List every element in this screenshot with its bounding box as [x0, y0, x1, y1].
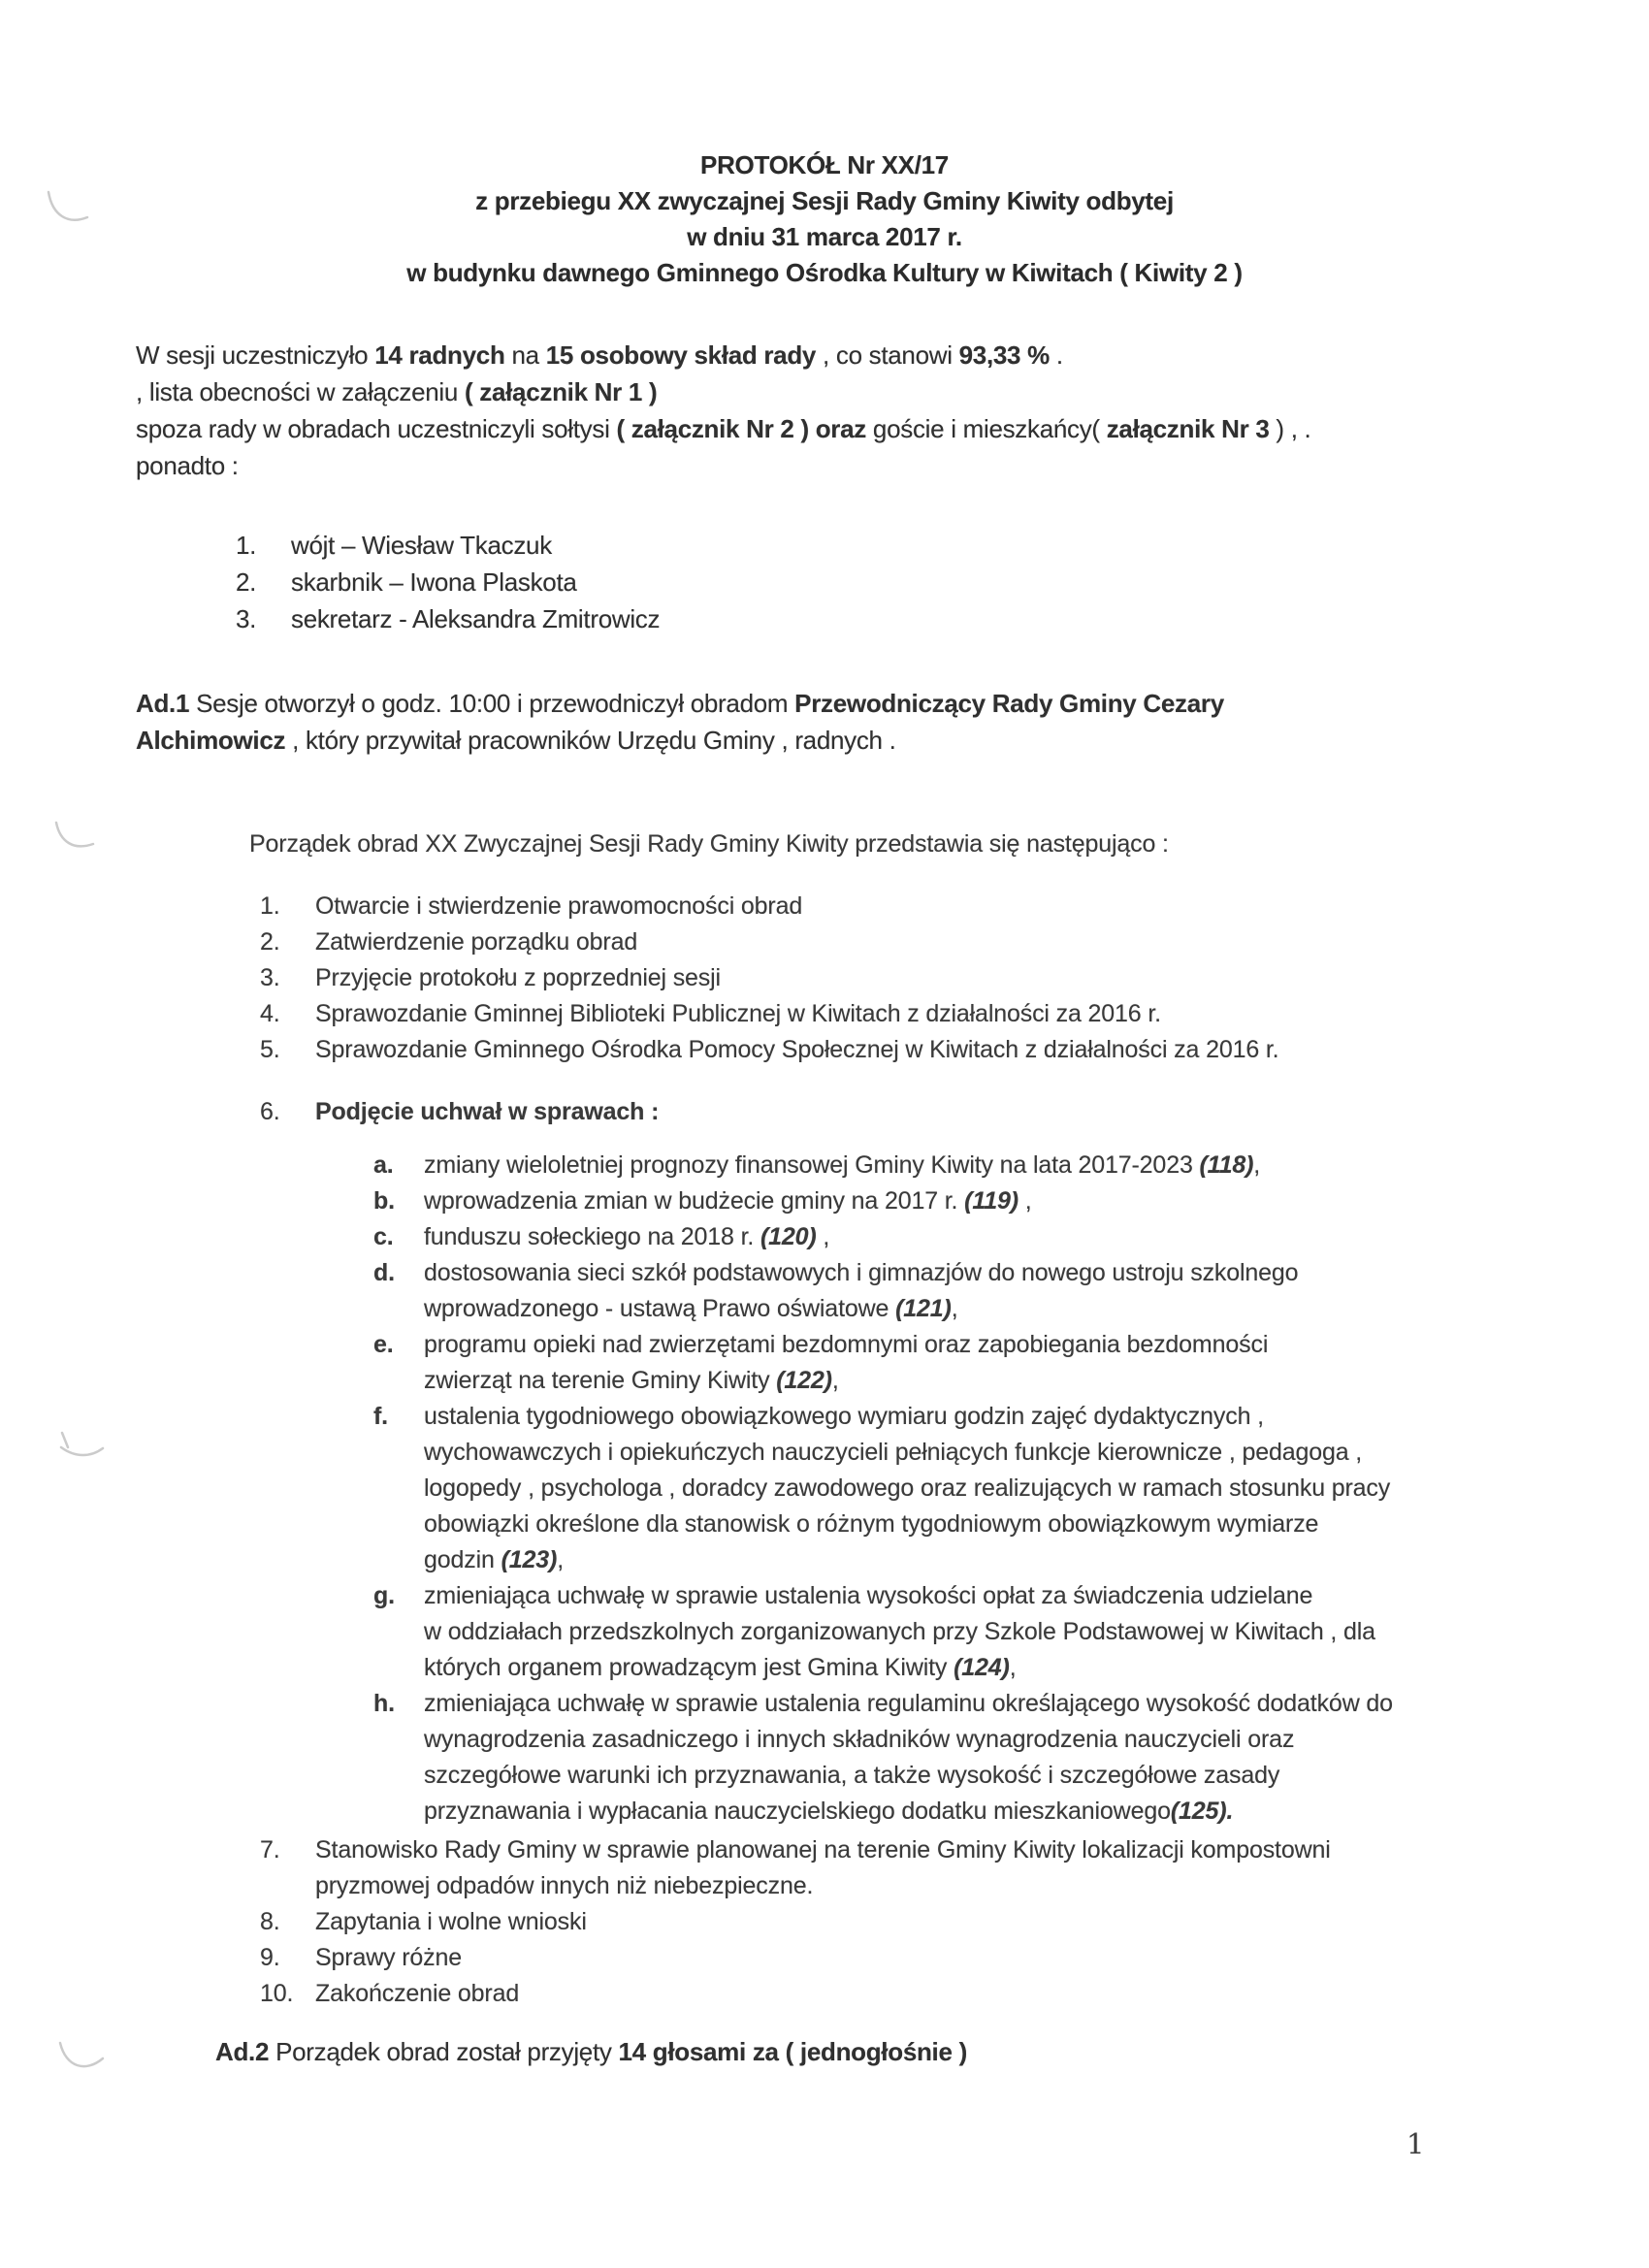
- agenda-closing-list: [260, 1832, 1331, 2012]
- item-number: 2.: [236, 567, 257, 597]
- item-text: Sprawozdanie Gminnej Biblioteki Publicznej w Kiwitach z działalności za 2016 r.: [315, 1000, 1161, 1027]
- agenda-item: [260, 924, 1278, 960]
- ad1-line-2: Alchimowicz , który przywitał pracowników Urzędu Gminy , radnych .: [136, 726, 896, 755]
- item-text: Zapytania i wolne wnioski: [315, 1908, 587, 1935]
- title-line-1: PROTOKÓŁ Nr XX/17: [700, 150, 949, 179]
- item-number: 4.: [260, 1000, 280, 1027]
- item-number: 8.: [260, 1908, 280, 1935]
- resolution-item: [373, 1578, 1393, 1686]
- item-text: w oddziałach przedszkolnych zorganizowanych przy Szkole Podstawowej w Kiwitach , dla: [424, 1618, 1375, 1645]
- item-text: sekretarz - Aleksandra Zmitrowicz: [291, 604, 661, 633]
- item-text: Sprawozdanie Gminnego Ośrodka Pomocy Społecznej w Kiwitach z działalności za 2016 r.: [315, 1036, 1279, 1063]
- margin-scan-mark-3a: [62, 1433, 68, 1447]
- intro-line-3: spoza rady w obradach uczestniczyli sołtysi ( załącznik Nr 2 ) oraz goście i mieszkańcy( załącznik Nr 3 ) , .: [136, 414, 1311, 443]
- agenda-item: [260, 1094, 1278, 1130]
- item-letter: a.: [373, 1151, 394, 1179]
- item-number: 1.: [236, 531, 257, 560]
- item-text: obowiązki określone dla stanowisk o różnym tygodniowym obowiązkowym wymiarze: [424, 1510, 1319, 1538]
- item-text: zwierząt na terenie Gminy Kiwity (122),: [424, 1367, 839, 1394]
- item-text: wprowadzonego - ustawą Prawo oświatowe (121),: [424, 1295, 958, 1322]
- participant-item: [236, 600, 660, 637]
- item-number: 1.: [260, 892, 280, 920]
- item-number: 2.: [260, 928, 280, 956]
- item-text: wójt – Wiesław Tkaczuk: [291, 531, 552, 560]
- item-text: zmiany wieloletniej prognozy finansowej Gminy Kiwity na lata 2017-2023 (118),: [424, 1151, 1261, 1179]
- ad1-line-1: Ad.1 Sesje otworzył o godz. 10:00 i przewodniczył obradom Przewodniczący Rady Gminy Cezary: [136, 689, 1224, 718]
- resolutions-sublist: [373, 1148, 1393, 1830]
- item-text: wprowadzenia zmian w budżecie gminy na 2017 r. (119) ,: [424, 1187, 1032, 1215]
- resolution-item: [373, 1399, 1393, 1578]
- item-letter: d.: [373, 1259, 395, 1286]
- document-title: [0, 147, 1649, 291]
- item-text: zmieniająca uchwałę w sprawie ustalenia regulaminu określającego wysokość dodatków do: [424, 1690, 1393, 1717]
- item-text: Stanowisko Rady Gminy w sprawie planowanej na terenie Gminy Kiwity lokalizacji kompostowni: [315, 1836, 1331, 1863]
- resolution-item: [373, 1686, 1393, 1830]
- item-text: szczegółowe warunki ich przyznawania, a także wysokość i szczegółowe zasady: [424, 1762, 1280, 1789]
- item-text: logopedy , psychologa , doradcy zawodowego oraz realizujących w ramach stosunku pracy: [424, 1474, 1391, 1502]
- intro-line-1: W sesji uczestniczyło 14 radnych na 15 osobowy skład rady , co stanowi 93,33 % .: [136, 340, 1063, 370]
- resolution-item: [373, 1219, 1393, 1255]
- item-number: 5.: [260, 1036, 280, 1063]
- item-text: Zakończenie obrad: [315, 1980, 520, 2007]
- agenda-item: [260, 1832, 1331, 1904]
- intro-line-2: , lista obecności w załączeniu ( załącznik Nr 1 ): [136, 377, 658, 406]
- item-text: Zatwierdzenie porządku obrad: [315, 928, 638, 956]
- agenda-intro: Porządek obrad XX Zwyczajnej Sesji Rady Gminy Kiwity przedstawia się następująco :: [249, 830, 1169, 858]
- item-number: 6.: [260, 1098, 280, 1125]
- item-number: 3.: [260, 964, 280, 991]
- page-number: 1: [1406, 2127, 1425, 2160]
- item-text: Podjęcie uchwał w sprawach :: [315, 1098, 660, 1125]
- item-letter: f.: [373, 1403, 388, 1430]
- item-text: ustalenia tygodniowego obowiązkowego wymiaru godzin zajęć dydaktycznych ,: [424, 1403, 1264, 1430]
- intro-line-4: ponadto :: [136, 451, 239, 480]
- item-number: 7.: [260, 1836, 280, 1863]
- item-text: pryzmowej odpadów innych niż niebezpieczne.: [315, 1872, 814, 1899]
- item-text: Otwarcie i stwierdzenie prawomocności obrad: [315, 892, 803, 920]
- agenda-item: [260, 1032, 1278, 1068]
- agenda-item: [260, 1904, 1331, 1940]
- title-line-3: w dniu 31 marca 2017 r.: [687, 222, 962, 251]
- margin-scan-mark-2: [56, 823, 93, 846]
- item-text: godzin (123),: [424, 1546, 564, 1573]
- item-letter: c.: [373, 1223, 394, 1250]
- agenda-item: [260, 1976, 1331, 2012]
- item-letter: e.: [373, 1331, 394, 1358]
- item-text: wychowawczych i opiekuńczych nauczycieli pełniących funkcje kierownicze , pedagoga ,: [424, 1439, 1363, 1466]
- intro-paragraph: [136, 337, 1310, 484]
- resolution-item: [373, 1255, 1393, 1327]
- resolution-item: [373, 1183, 1393, 1219]
- resolution-item: [373, 1148, 1393, 1183]
- item-text: których organem prowadzącym jest Gmina Kiwity (124),: [424, 1654, 1017, 1681]
- ad2-paragraph: Ad.2 Porządek obrad został przyjęty 14 głosami za ( jednogłośnie ): [215, 2037, 967, 2066]
- item-text: programu opieki nad zwierzętami bezdomnymi oraz zapobiegania bezdomności: [424, 1331, 1269, 1358]
- item-text: funduszu sołeckiego na 2018 r. (120) ,: [424, 1223, 830, 1250]
- margin-scan-mark-3b: [61, 1447, 103, 1455]
- item-number: 3.: [236, 604, 257, 633]
- item-text: Sprawy różne: [315, 1944, 463, 1971]
- item-text: dostosowania sieci szkół podstawowych i gimnazjów do nowego ustroju szkolnego: [424, 1259, 1299, 1286]
- resolution-item: [373, 1327, 1393, 1399]
- item-text: zmieniająca uchwałę w sprawie ustalenia wysokości opłat za świadczenia udzielane: [424, 1582, 1313, 1609]
- item-letter: b.: [373, 1187, 395, 1215]
- agenda-item: [260, 960, 1278, 996]
- item-number: 10.: [260, 1980, 294, 2007]
- item-text: skarbnik – Iwona Plaskota: [291, 567, 577, 597]
- agenda-item: [260, 996, 1278, 1032]
- agenda-item: [260, 889, 1278, 924]
- ad1-paragraph: [136, 685, 1224, 759]
- agenda-item: [260, 1940, 1331, 1976]
- item-text: Przyjęcie protokołu z poprzedniej sesji: [315, 964, 721, 991]
- title-line-4: w budynku dawnego Gminnego Ośrodka Kultury w Kiwitach ( Kiwity 2 ): [406, 258, 1243, 287]
- margin-scan-mark-4: [60, 2043, 103, 2066]
- item-letter: g.: [373, 1582, 395, 1609]
- item-letter: h.: [373, 1690, 395, 1717]
- participant-item: [236, 527, 660, 564]
- title-line-2: z przebiegu XX zwyczajnej Sesji Rady Gminy Kiwity odbytej: [475, 186, 1174, 215]
- item-number: 9.: [260, 1944, 280, 1971]
- item-text: wynagrodzenia zasadniczego i innych składników wynagrodzenia nauczycieli oraz: [424, 1726, 1295, 1753]
- participant-item: [236, 564, 660, 600]
- agenda-main-list: [260, 889, 1278, 1130]
- participants-list: [236, 527, 660, 637]
- item-text: przyznawania i wypłacania nauczycielskiego dodatku mieszkaniowego(125).: [424, 1798, 1234, 1825]
